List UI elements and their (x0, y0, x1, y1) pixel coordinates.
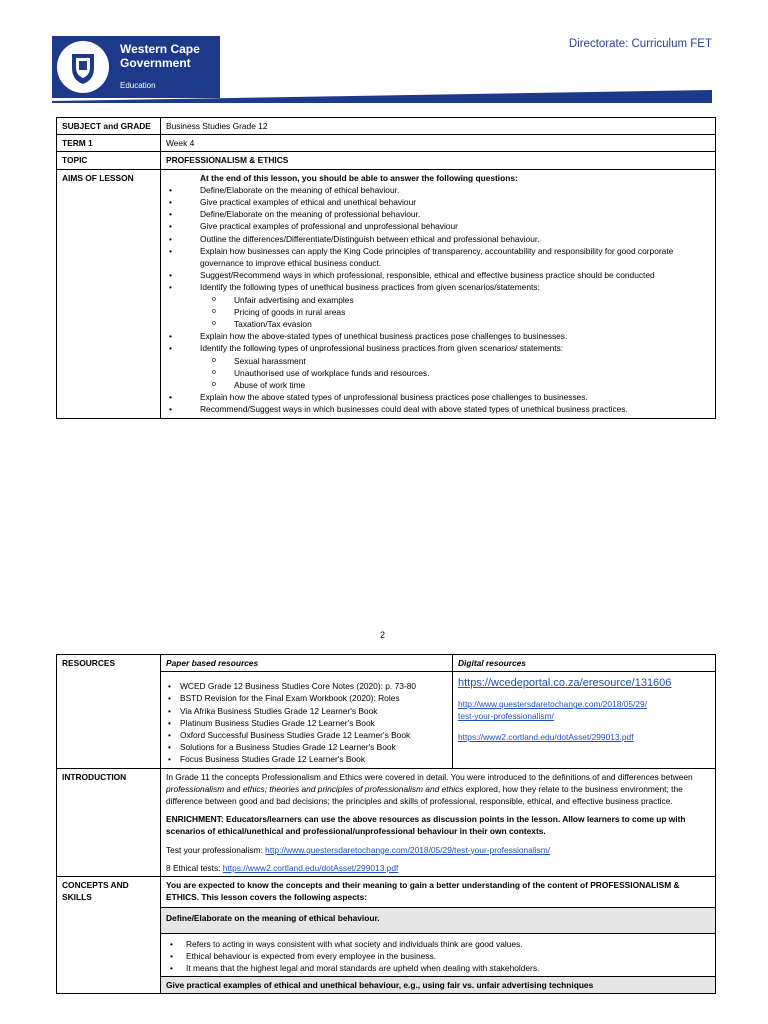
list-item: • Give practical examples of professional and unprofessional behaviour (166, 220, 710, 232)
define-ethical-points (166, 938, 710, 975)
table-row (57, 655, 716, 672)
list-item: • Platinum Business Studies Grade 12 Learner's Book (166, 717, 447, 729)
list-item: • Recommend/Suggest ways in which businesses could deal with above stated types of unethical business practices. (166, 403, 710, 415)
topic-label: TOPIC (57, 152, 161, 169)
ethical-tests-line: 8 Ethical tests: https://www2.cortland.edu/dotAsset/299013.pdf (166, 862, 399, 873)
list-item: • Give practical examples of ethical and unethical behaviour (166, 196, 710, 208)
list-item: • BSTD Revision for the Final Exam Workbook (2020): Roles (166, 692, 447, 704)
list-item: o Pricing of goods in rural areas (200, 306, 710, 318)
subject-label: SUBJECT and GRADE (57, 118, 161, 135)
header-banner-stripe (52, 90, 712, 103)
digital-link-questers-1[interactable]: http://www.questersdaretochange.com/2018/05/29/ (458, 699, 648, 710)
list-item: • Explain how businesses can apply the King Code principles of transparency, accountability and responsibility for good corporate governance to improve ethical business conduct. (166, 245, 710, 269)
concepts-label: CONCEPTS AND SKILLS (57, 877, 161, 994)
term-label: TERM 1 (57, 135, 161, 152)
aims-list-3 (166, 391, 710, 415)
introduction-label: INTRODUCTION (57, 768, 161, 876)
list-item: • Solutions for a Business Studies Grade 12 Learner's Book (166, 741, 447, 753)
resources-label: RESOURCES (57, 655, 161, 769)
digital-link-questers-2[interactable]: test-your-professionalism/ (458, 711, 554, 722)
list-item: • Identify the following types of unprofessional business practices from given scenarios/ statements: (166, 342, 710, 354)
list-item: o Unfair advertising and examples (200, 294, 710, 306)
list-item: • Explain how the above-stated types of unethical business practices pose challenges to businesses. (166, 330, 710, 342)
list-item: • Identify the following types of unethical business practices from given scenarios/statements: (166, 281, 710, 293)
test-professionalism-link[interactable]: http://www.questersdaretochange.com/2018/05/29/test-your-professionalism/ (265, 844, 551, 855)
subject-value: Business Studies Grade 12 (161, 118, 716, 135)
list-item: • Oxford Successful Business Studies Grade 12 Learner's Book (166, 729, 447, 741)
aims-label: AIMS OF LESSON (57, 169, 161, 418)
logo-title: Western Cape Government (120, 42, 200, 70)
list-item: • Define/Elaborate on the meaning of professional behaviour. (166, 208, 710, 220)
list-item: o Abuse of work time (200, 379, 710, 391)
lesson-content-table (56, 654, 716, 994)
unethical-sublist (166, 294, 710, 331)
introduction-content (161, 768, 716, 876)
logo-subtitle: Education (120, 81, 156, 90)
list-item: • Explain how the above stated types of unprofessional business practices pose challenges to businesses. (166, 391, 710, 403)
table-row (57, 768, 716, 876)
digital-resources-header: Digital resources (453, 655, 716, 672)
table-row (57, 152, 716, 169)
digital-link-eportal[interactable]: https://wcedeportal.co.za/eresource/131606 (458, 677, 672, 690)
paper-resources-list (166, 680, 447, 765)
digital-resources-cell (453, 672, 716, 768)
paper-resources-list-cell (161, 672, 453, 768)
aims-list-2 (166, 330, 710, 354)
list-item: • Define/Elaborate on the meaning of ethical behaviour. (166, 184, 710, 196)
list-item: • Refers to acting in ways consistent with what society and individuals think are good values. (168, 938, 710, 950)
list-item: • It means that the highest legal and moral standards are upheld when dealing with stakeholders. (168, 962, 710, 974)
aims-list (166, 184, 710, 294)
list-item: • Via Afrika Business Studies Grade 12 Learner's Book (166, 705, 447, 717)
list-item: • Suggest/Recommend ways in which professional, responsible, ethical and effective business practice should be conducted (166, 269, 710, 281)
list-item: • Focus Business Studies Grade 12 Learner's Book (166, 753, 447, 765)
crest-shield-icon (64, 48, 102, 86)
list-item: • Ethical behaviour is expected from every employee in the business. (168, 950, 710, 962)
list-item: o Sexual harassment (200, 355, 710, 367)
lesson-overview-table (56, 117, 716, 419)
examples-heading: Give practical examples of ethical and unethical behaviour, e.g., using fair vs. unfair advertising techniques (161, 977, 716, 994)
paper-resources-header: Paper based resources (161, 655, 453, 672)
test-professionalism-line: Test your professionalism: http://www.questersdaretochange.com/2018/05/29/test-your-professionalism/ (166, 844, 551, 855)
list-item: • Outline the differences/Differentiate/Distinguish between ethical and professional behaviour. (166, 233, 710, 245)
define-ethical-heading: Define/Elaborate on the meaning of ethical behaviour. (161, 908, 716, 933)
aims-content (161, 169, 716, 418)
page-number: 2 (380, 630, 386, 640)
list-item: o Unauthorised use of workplace funds and resources. (200, 367, 710, 379)
enrichment-paragraph: ENRICHMENT: Educators/learners can use the above resources as discussion points in the lesson. Allow learners to come up with scenarios of ethical/unethical and professional/unprofessional behaviour in their own contexts. (166, 814, 686, 837)
list-item: o Taxation/Tax evasion (200, 318, 710, 330)
topic-value: PROFESSIONALISM & ETHICS (161, 152, 716, 169)
directorate-label: Directorate: Curriculum FET (568, 38, 712, 50)
table-row (57, 135, 716, 152)
define-ethical-points-cell (161, 933, 716, 977)
table-row (57, 877, 716, 908)
concepts-intro: You are expected to know the concepts and their meaning to gain a better understanding of the content of PROFESSIONALISM & ETHICS. This lesson covers the following aspects: (161, 877, 716, 908)
unprofessional-sublist (166, 355, 710, 392)
term-value: Week 4 (161, 135, 716, 152)
table-row (57, 118, 716, 135)
table-row (57, 169, 716, 418)
digital-link-cortland[interactable]: https://www2.cortland.edu/dotAsset/299013.pdf (458, 731, 634, 742)
ethical-tests-link[interactable]: https://www2.cortland.edu/dotAsset/299013.pdf (222, 862, 399, 873)
list-item: • WCED Grade 12 Business Studies Core Notes (2020): p. 73-80 (166, 680, 447, 692)
aims-intro: At the end of this lesson, you should be able to answer the following questions: (200, 172, 518, 183)
introduction-paragraph: In Grade 11 the concepts Professionalism and Ethics were covered in detail. You were introduced to the definitions of and differences between professionalism and ethics; theories and principles of professionalism and ethics explored, how they relate to the business environment; the difference between good and bad decisions; the principles and skills of professional, responsible, ethical, and effective business practice. (166, 771, 693, 807)
